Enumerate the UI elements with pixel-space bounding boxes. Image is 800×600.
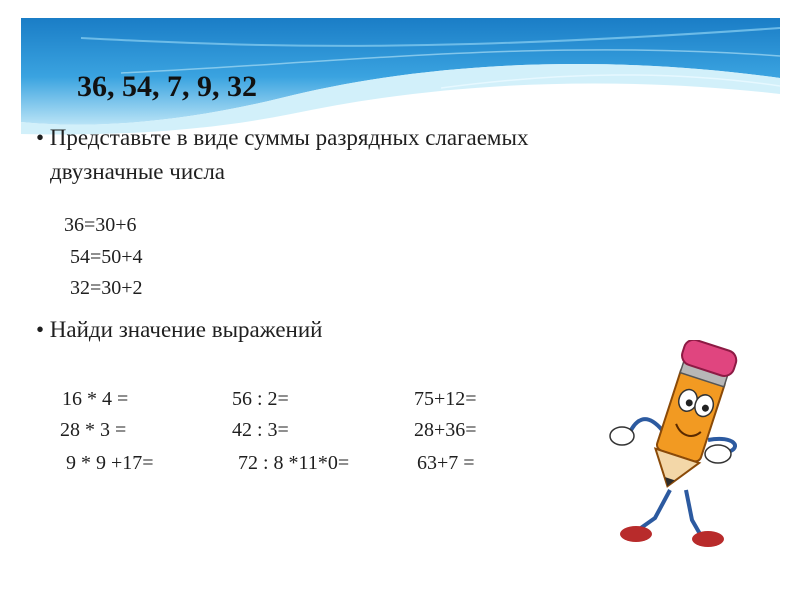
expression-2-3: 72 : 8 *11*0= <box>238 452 350 474</box>
bullet-task-2: • Найди значение выражений <box>36 317 323 342</box>
expression-3-2: 28+36= <box>414 419 477 441</box>
pencil-character-icon <box>600 340 770 560</box>
bullet-task-1: • Представьте в виде суммы разрядных слагаемых <box>36 125 529 150</box>
expression-3-3: 63+7 = <box>417 452 475 474</box>
expression-1-1: 16 * 4 = <box>62 388 129 410</box>
expression-3-1: 75+12= <box>414 388 477 410</box>
expression-2-2: 42 : 3= <box>232 419 289 441</box>
decomposition-32: 32=30+2 <box>70 277 143 299</box>
expression-2-1: 56 : 2= <box>232 388 289 410</box>
decomposition-54: 54=50+4 <box>70 246 143 268</box>
decomposition-36: 36=30+6 <box>64 214 137 236</box>
expression-1-2: 28 * 3 = <box>60 419 127 441</box>
expression-1-3: 9 * 9 +17= <box>66 452 154 474</box>
bullet-task-1-continued: двузначные числа <box>50 159 226 184</box>
page-title: 36, 54, 7, 9, 32 <box>77 70 257 103</box>
